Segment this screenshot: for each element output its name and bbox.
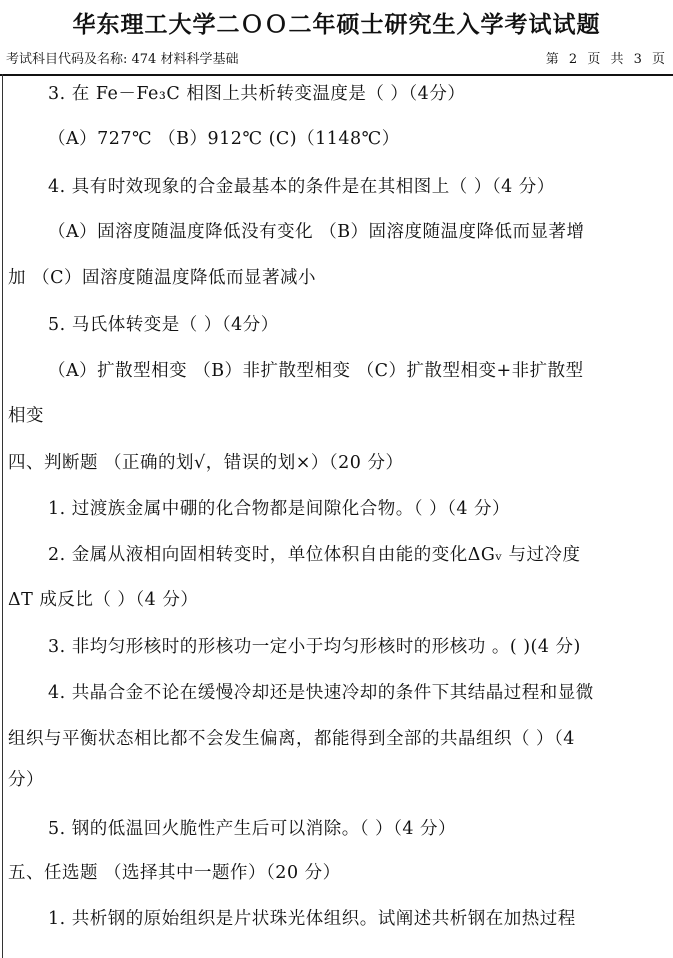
optional-question-1: 1. 共析钢的原始组织是片状珠光体组织。试阐述共析钢在加热过程 (48, 909, 576, 929)
tf-question-4-cont: 组织与平衡状态相比都不会发生偏离，都能得到全部的共晶组织（ ）（4 (8, 729, 575, 749)
left-border (2, 74, 3, 958)
question-4-line: 4. 具有时效现象的合金最基本的条件是在其相图上（ ）（4 分） (48, 177, 555, 197)
tf-question-2-cont: ΔT 成反比（ ）（4 分） (8, 590, 199, 610)
question-4-options: （A）固溶度随温度降低没有变化 （B）固溶度随温度降低而显著增 (48, 222, 585, 242)
question-5-line: 5. 马氏体转变是（ ）（4分） (48, 315, 279, 335)
tf-question-1: 1. 过渡族金属中硼的化合物都是间隙化合物。（ ）（4 分） (48, 499, 511, 519)
tf-question-4: 4. 共晶合金不论在缓慢冷却还是快速冷却的条件下其结晶过程和显微 (48, 683, 594, 703)
question-3-line: 3. 在 Fe－Fe₃C 相图上共析转变温度是（ ）（4分） (48, 84, 466, 104)
tf-question-4-cont2: 分） (8, 770, 44, 790)
question-3-options: （A）727℃ （B）912℃ (C)（1148℃） (48, 129, 400, 149)
subject-code: 考试科目代码及名称: 474 材料科学基础 (6, 52, 239, 67)
tf-question-3: 3. 非均匀形核时的形核功一定小于均匀形核时的形核功 。( )(4 分) (48, 637, 581, 657)
exam-title: 华东理工大学二ＯＯ二年硕士研究生入学考试试题 (72, 11, 601, 38)
section-4-heading: 四、判断题 （正确的划√，错误的划×）（20 分） (8, 453, 404, 473)
page-number: 第 2 页 共 3 页 (545, 52, 665, 67)
question-5-options-cont: 相变 (8, 406, 44, 426)
header-rule (0, 74, 673, 76)
question-4-options-cont: 加 （C）固溶度随温度降低而显著减小 (8, 268, 316, 288)
tf-question-2: 2. 金属从液相向固相转变时，单位体积自由能的变化ΔGᵥ 与过冷度 (48, 545, 581, 565)
question-5-options: （A）扩散型相变 （B）非扩散型相变 （C）扩散型相变+非扩散型 (48, 361, 584, 381)
section-5-heading: 五、任选题 （选择其中一题作）（20 分） (8, 863, 341, 883)
tf-question-5: 5. 钢的低温回火脆性产生后可以消除。（ ）（4 分） (48, 819, 457, 839)
